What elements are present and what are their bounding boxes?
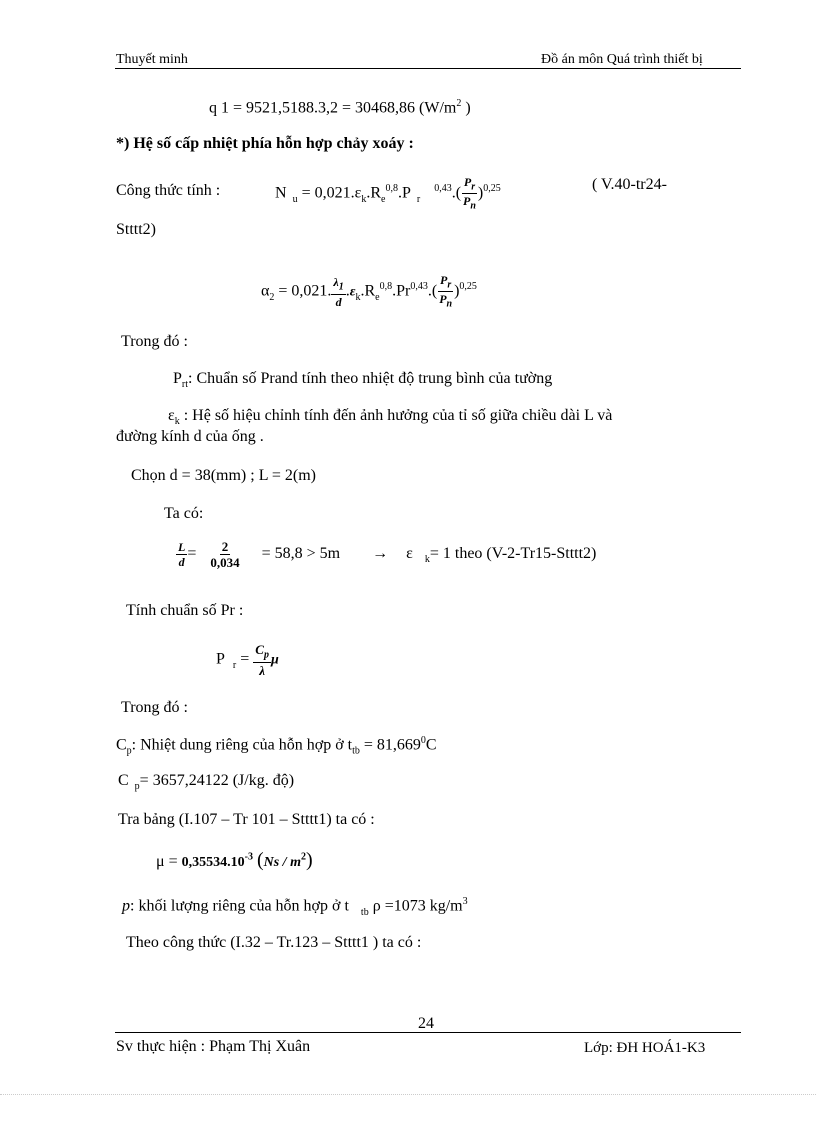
ld-ratio-line: $\frac{L}{d}$ = $\frac{2}{0,034}$ = 58,8 > 5m → ε $_k$= 1 theo (V-2-Tr15-Stttt2) — [178, 539, 597, 570]
nusselt-formula: N $_u = 0,021.\varepsilon_k.R_e^{0,8}.P$ $_r^{0,43}$.( $\frac{P_r}{P_n}$ )$^{0,25}$ — [275, 175, 501, 212]
footer-left: Sv thực hiện : Phạm Thị Xuân — [116, 1038, 311, 1055]
two-over-0034: $\frac{2}{0,034}$ — [210, 539, 240, 570]
cp-lambda-fraction: $\frac{C_p}{\lambda}$ — [255, 642, 269, 678]
eps-definition: $\varepsilon_k$ : Hệ số hiệu chỉnh tính đến ảnh hưởng của tỉ số giữa chiều dài L và — [168, 407, 613, 428]
pr-pn-fraction: $\frac{P_r}{P_n}$ — [463, 175, 476, 212]
formula-label: Công thức tính : — [116, 182, 221, 199]
page-number: 24 — [418, 1015, 434, 1032]
prt-definition: $P_{rt}$: Chuẩn số Prand tính theo nhiệt độ trung bình của tường — [173, 370, 553, 391]
l-d-fraction: $\frac{L}{d}$ — [178, 540, 186, 569]
footer-rule — [115, 1032, 741, 1033]
pr-pn-fraction-2: $\frac{P_r}{P_n}$ — [439, 273, 453, 310]
choose-d-l: Chọn d = 38(mm) ; L = 2(m) — [131, 467, 316, 484]
cp-value: C $_p$= 3657,24122 (J/kg. độ) — [118, 772, 295, 793]
rho-definition: p: khối lượng riêng của hỗn hợp ở t $_{tb}$ ρ =1073 $kg/m^3$ — [122, 896, 468, 918]
ta-co: Ta có: — [164, 505, 204, 522]
header-left: Thuyết minh — [116, 52, 188, 67]
lambda-d-fraction: $\frac{\lambda_1}{d}$ — [333, 275, 344, 309]
section-heading: *) Hệ số cấp nhiệt phía hỗn hợp chảy xoáy : — [116, 135, 414, 152]
header-rule — [115, 68, 741, 69]
footer-right: Lớp: ĐH HOÁ1-K3 — [584, 1040, 706, 1056]
trong-do-1: Trong đó : — [121, 333, 188, 350]
header-right: Đồ án môn Quá trình thiết bị — [541, 52, 703, 67]
alpha-formula: $\alpha_2 = 0,021$. $\frac{\lambda_1}{d}$ $.\varepsilon_k.R_e^{0,8}.Pr^{0,43}$.( $\frac{P_r}{P_n}$ )$^{0,25}$ — [261, 273, 477, 310]
q1-line: q 1 = 9521,5188.3,2 = 30468,86 ($W/m^2$ ) — [209, 98, 471, 117]
reference-1-cont: Stttt2) — [116, 221, 157, 238]
eps-definition-cont: đường kính d của ống . — [116, 428, 264, 445]
cp-definition: $C_p$: Nhiệt dung riêng của hỗn hợp ở $t_{tb} = 81,669^0C$ — [116, 735, 437, 757]
mu-value: $\mu = 0,35534.10^{-3}$ $(Ns / m^2)$ — [156, 849, 313, 871]
trong-do-2: Trong đó : — [121, 699, 188, 716]
reference-1: ( V.40-tr24- — [592, 176, 667, 193]
bottom-dotted-rule — [0, 1094, 816, 1095]
prandtl-formula: P $_r$ = $\frac{C_p}{\lambda}$ μ — [216, 642, 279, 678]
tinh-chuan-so: Tính chuẩn số Pr : — [126, 602, 244, 619]
table-lookup: Tra bảng (I.107 – Tr 101 – Stttt1) ta có : — [118, 811, 375, 828]
theo-cong-thuc: Theo công thức (I.32 – Tr.123 – Stttt1 ) ta có : — [126, 934, 422, 951]
